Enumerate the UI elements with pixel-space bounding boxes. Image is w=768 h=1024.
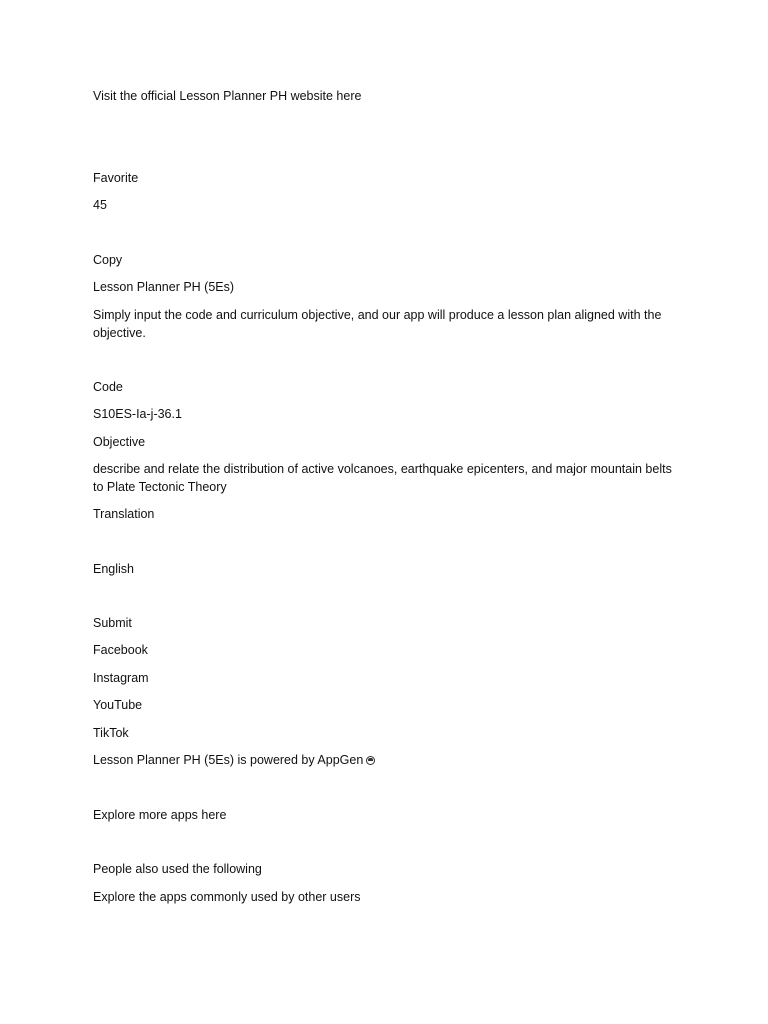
copy-button[interactable]: Copy: [93, 253, 123, 267]
facebook-link[interactable]: Facebook: [93, 643, 148, 657]
explore-more-link[interactable]: Explore more apps here: [93, 808, 227, 822]
app-title: Lesson Planner PH (5Es): [93, 280, 235, 294]
smiley-icon: [366, 756, 375, 765]
translation-select[interactable]: English: [93, 562, 134, 576]
instagram-link[interactable]: Instagram: [93, 671, 149, 685]
objective-label: Objective: [93, 435, 146, 449]
app-description: Simply input the code and curriculum objective, and our app will produce a lesson plan aligned with the objective.: [93, 308, 662, 340]
objective-input[interactable]: describe and relate the distribution of active volcanoes, earthquake epicenters, and major mountain belts to Plate Tectonic Theory: [93, 462, 672, 494]
submit-button[interactable]: Submit: [93, 616, 132, 630]
explore-common-subheading: Explore the apps commonly used by other users: [93, 890, 361, 904]
youtube-link[interactable]: YouTube: [93, 698, 143, 712]
code-input[interactable]: S10ES-Ia-j-36.1: [93, 407, 182, 421]
powered-by-line: [93, 751, 673, 769]
favorite-count: 45: [93, 198, 107, 212]
favorite-button[interactable]: Favorite: [93, 171, 139, 185]
people-also-heading: People also used the following: [93, 862, 262, 876]
tiktok-link[interactable]: TikTok: [93, 726, 129, 740]
translation-label: Translation: [93, 507, 155, 521]
powered-by-text: Lesson Planner PH (5Es) is powered by AppGen: [93, 753, 364, 767]
visit-website-link[interactable]: Visit the official Lesson Planner PH website here: [93, 89, 362, 103]
code-label: Code: [93, 380, 123, 394]
